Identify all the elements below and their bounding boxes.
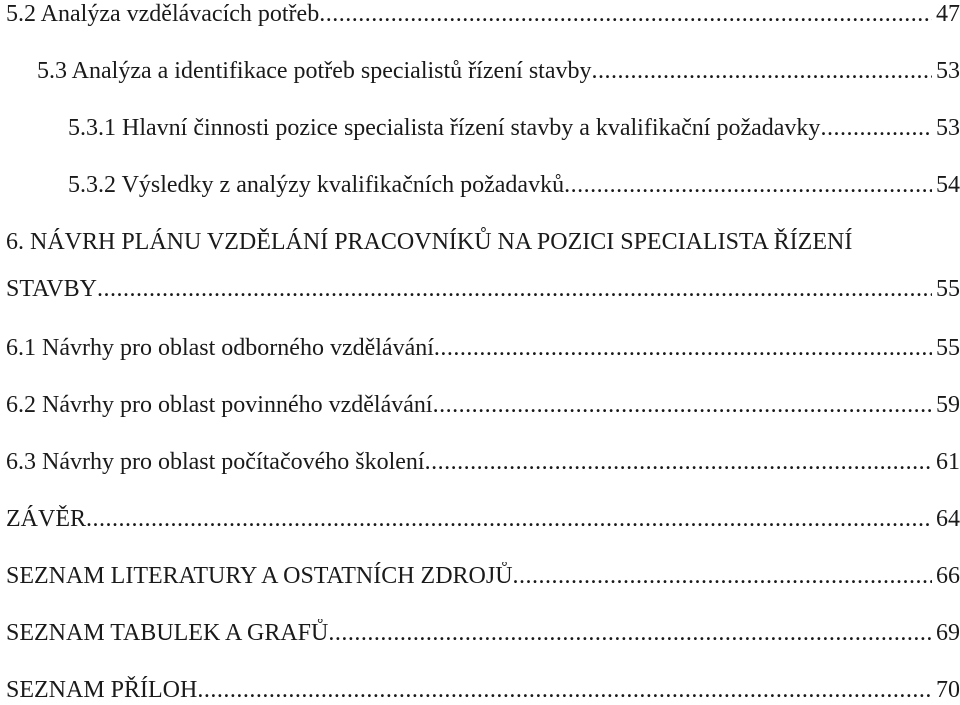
toc-entry-prilohy[interactable] (6, 676, 960, 704)
toc-dot-leader (513, 562, 932, 590)
toc-page-number: 55 (936, 276, 960, 302)
toc-page-number: 53 (936, 115, 960, 141)
toc-dot-leader (328, 619, 932, 647)
toc-entry-5-2[interactable] (6, 0, 960, 28)
toc-entry-6-2[interactable] (6, 391, 960, 419)
toc-dot-leader (97, 275, 932, 303)
toc-page-number: 55 (936, 335, 960, 361)
toc-dot-leader (197, 676, 932, 704)
toc-entry-title: SEZNAM TABULEK A GRAFŮ (6, 620, 329, 646)
toc-entry-title: STAVBY (6, 276, 97, 302)
toc-entry-title: 5.3.2 Výsledky z analýzy kvalifikačních požadavků (68, 172, 565, 198)
toc-page-number: 47 (936, 1, 960, 27)
toc-entry-5-3-1[interactable] (68, 114, 960, 142)
toc-entry-title: 5.3.1 Hlavní činnosti pozice specialista řízení stavby a kvalifikační požadavky (68, 115, 821, 141)
toc-entry-title: SEZNAM LITERATURY A OSTATNÍCH ZDROJŮ (6, 563, 513, 589)
toc-entry-title: 5.3 Analýza a identifikace potřeb specialistů řízení stavby (37, 58, 592, 84)
toc-page-number: 64 (936, 506, 960, 532)
toc-entry-6-heading[interactable] (6, 228, 852, 256)
toc-entry-6-continued[interactable] (6, 275, 960, 303)
toc-dot-leader (425, 448, 932, 476)
toc-entry-zaver[interactable] (6, 505, 960, 533)
toc-dot-leader (433, 391, 932, 419)
toc-entry-title: 6.1 Návrhy pro oblast odborného vzdělávání (6, 335, 434, 361)
toc-entry-6-1[interactable] (6, 334, 960, 362)
toc-entry-title: 6.2 Návrhy pro oblast povinného vzdělávání (6, 392, 433, 418)
toc-entry-title: SEZNAM PŘÍLOH (6, 677, 198, 703)
toc-dot-leader (820, 114, 932, 142)
toc-entry-title: 5.2 Analýza vzdělávacích potřeb (6, 1, 320, 27)
toc-page-number: 59 (936, 392, 960, 418)
toc-page-number: 66 (936, 563, 960, 589)
toc-page-number: 69 (936, 620, 960, 646)
toc-entry-literatura[interactable] (6, 562, 960, 590)
toc-entry-title: 6. NÁVRH PLÁNU VZDĚLÁNÍ PRACOVNÍKŮ NA POZICI SPECIALISTA ŘÍZENÍ (6, 229, 853, 255)
toc-entry-5-3[interactable] (37, 57, 960, 85)
toc-dot-leader (86, 505, 932, 533)
toc-entry-tabulky[interactable] (6, 619, 960, 647)
toc-page-number: 53 (936, 58, 960, 84)
toc-dot-leader (319, 0, 932, 28)
toc-dot-leader (434, 334, 932, 362)
toc-page-number: 70 (936, 677, 960, 703)
toc-page-number: 61 (936, 449, 960, 475)
toc-entry-5-3-2[interactable] (68, 171, 960, 199)
toc-page-number: 54 (936, 172, 960, 198)
toc-entry-6-3[interactable] (6, 448, 960, 476)
toc-entry-title: 6.3 Návrhy pro oblast počítačového školení (6, 449, 425, 475)
toc-dot-leader (564, 171, 932, 199)
toc-entry-title: ZÁVĚR (6, 506, 86, 532)
toc-dot-leader (591, 57, 932, 85)
